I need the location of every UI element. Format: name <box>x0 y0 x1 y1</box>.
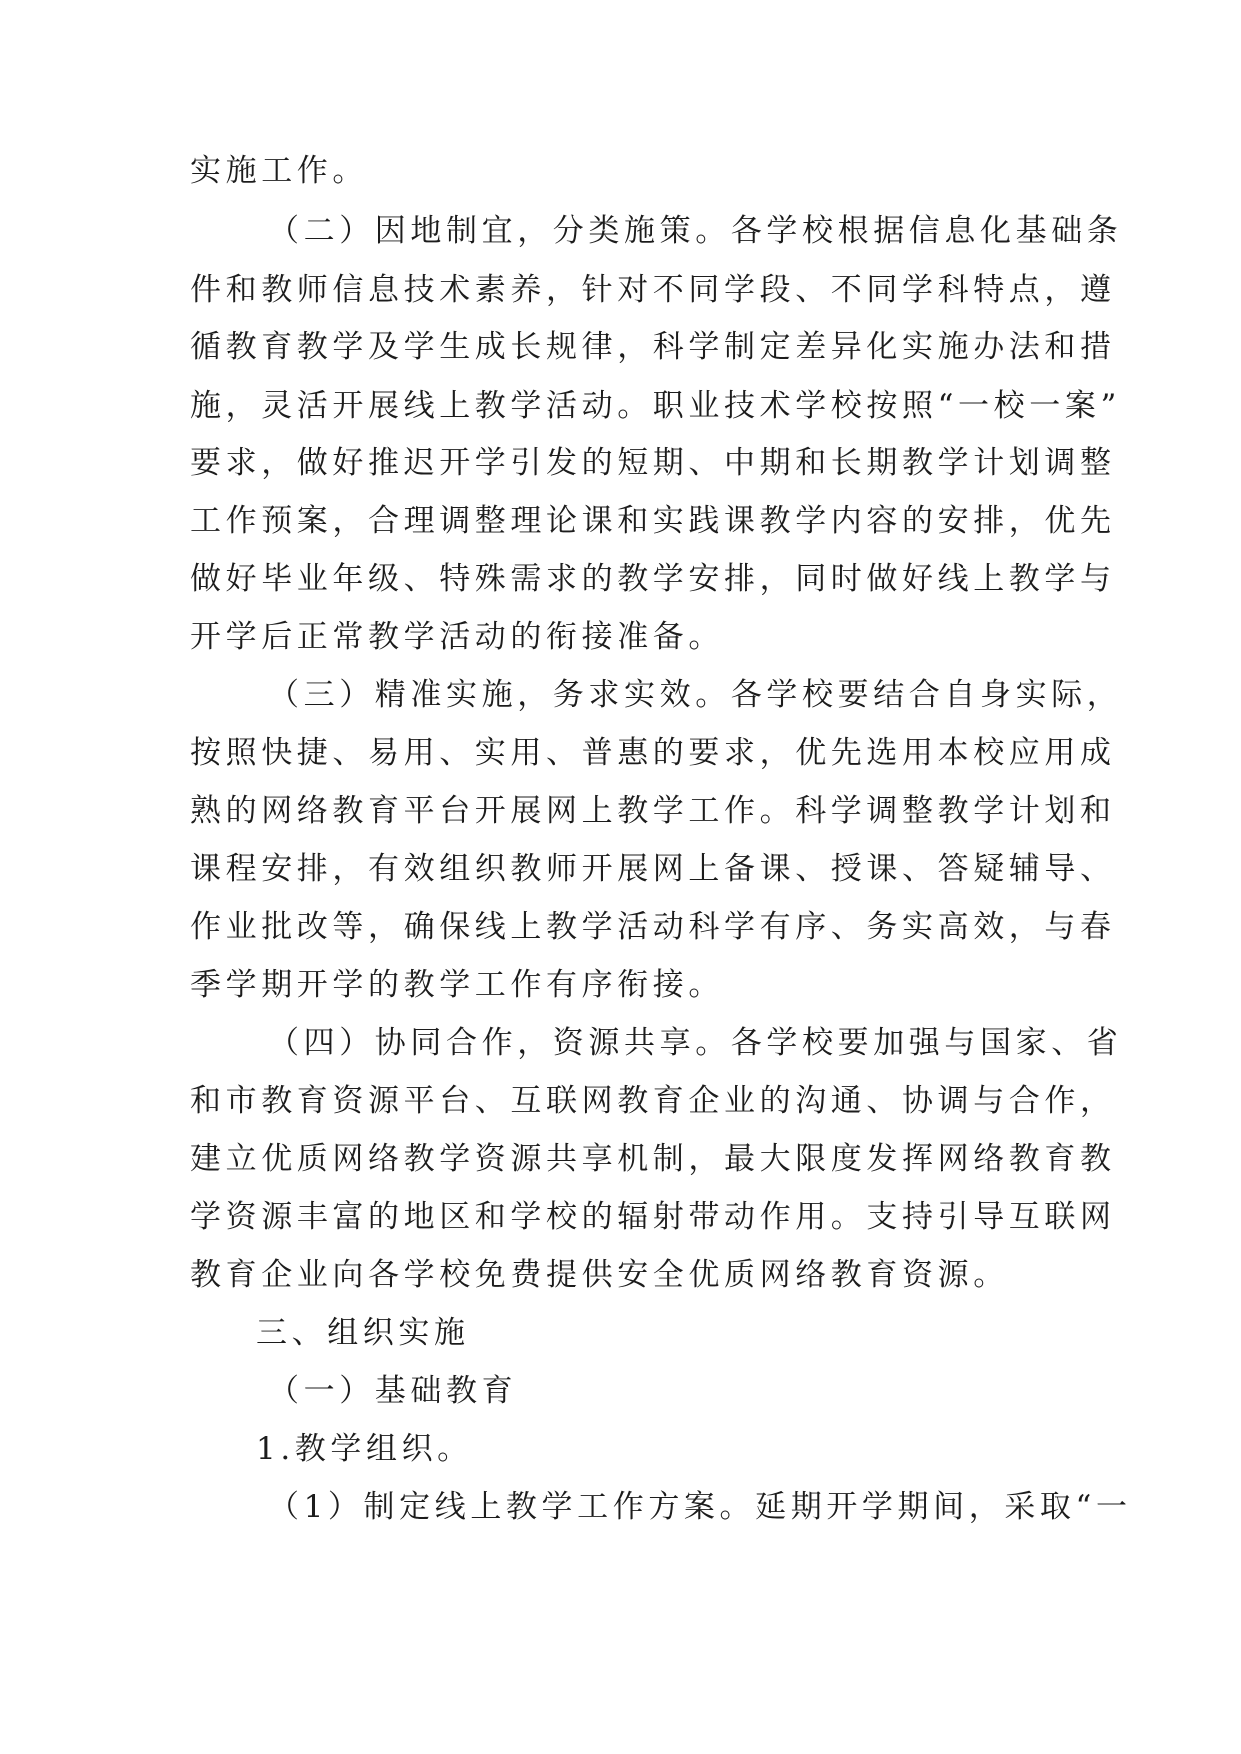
text-line: 实施工作。 <box>190 153 368 189</box>
text-line: 建立优质网络教学资源共享机制，最大限度发挥网络教育教 <box>190 1141 1116 1177</box>
text-line: 要求，做好推迟开学引发的短期、中期和长期教学计划调整 <box>190 445 1116 481</box>
text-line: 熟的网络教育平台开展网上教学工作。科学调整教学计划和 <box>190 793 1116 829</box>
section-heading: 三、组织实施 <box>256 1315 470 1351</box>
text-line: 开学后正常教学活动的衔接准备。 <box>190 619 724 655</box>
text-line: 做好毕业年级、特殊需求的教学安排，同时做好线上教学与 <box>190 561 1116 597</box>
text-line: 教育企业向各学校免费提供安全优质网络教育资源。 <box>190 1257 1009 1293</box>
text-line: 循教育教学及学生成长规律，科学制定差异化实施办法和措 <box>190 329 1116 365</box>
subsection-heading: （一）基础教育 <box>268 1373 518 1409</box>
text-line: 和市教育资源平台、互联网教育企业的沟通、协调与合作， <box>190 1083 1116 1119</box>
text-line: （二）因地制宜，分类施策。各学校根据信息化基础条 <box>268 213 1123 249</box>
text-line: 季学期开学的教学工作有序衔接。 <box>190 967 724 1003</box>
item-heading: 1.教学组织。 <box>256 1431 473 1467</box>
text-line: 施，灵活开展线上教学活动。职业技术学校按照“一校一案” <box>190 388 1121 424</box>
text-line: （1）制定线上教学工作方案。延期开学期间，采取“一 <box>268 1489 1132 1525</box>
text-line: （三）精准实施，务求实效。各学校要结合自身实际， <box>268 677 1123 713</box>
text-line: 工作预案，合理调整理论课和实践课教学内容的安排，优先 <box>190 503 1116 539</box>
text-line: 件和教师信息技术素养，针对不同学段、不同学科特点，遵 <box>190 272 1116 308</box>
text-line: 按照快捷、易用、实用、普惠的要求，优先选用本校应用成 <box>190 735 1116 771</box>
text-line: 学资源丰富的地区和学校的辐射带动作用。支持引导互联网 <box>190 1199 1116 1235</box>
text-line: 课程安排，有效组织教师开展网上备课、授课、答疑辅导、 <box>190 851 1116 887</box>
text-line: 作业批改等，确保线上教学活动科学有序、务实高效，与春 <box>190 909 1116 945</box>
text-line: （四）协同合作，资源共享。各学校要加强与国家、省 <box>268 1025 1123 1061</box>
